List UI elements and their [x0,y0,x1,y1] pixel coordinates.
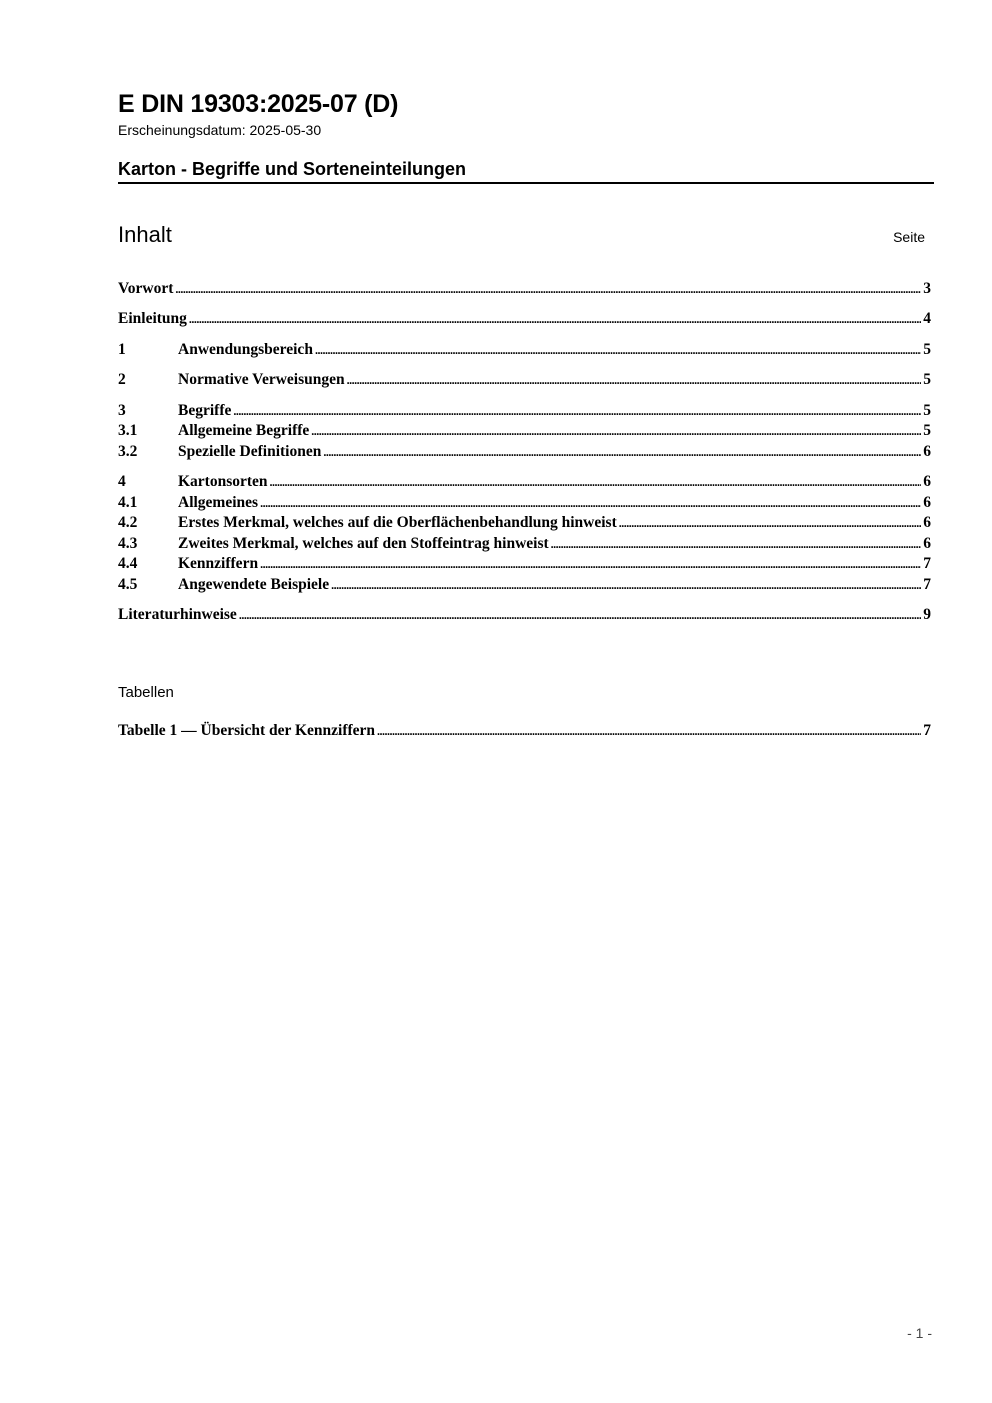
toc-leader-dots [260,496,921,511]
toc-entry-text: Kennziffern [178,555,259,572]
toc-entry-page: 6 [923,443,931,460]
toc-leader-dots [311,424,921,439]
toc-entry-3-2[interactable] [118,443,931,463]
toc-entry-number: 3.1 [118,422,138,439]
toc-entry-text: Vorwort [118,280,174,297]
toc-entry-number: 4.5 [118,576,138,593]
toc-entry-text: Kartonsorten [178,473,268,490]
toc-entry-number: 4.1 [118,494,138,511]
toc-entry-text: Begriffe [178,402,232,419]
toc-leader-dots [189,312,921,327]
toc-entry-literaturhinweise[interactable] [118,606,931,626]
tables-heading: Tabellen [118,684,174,701]
toc-entry-number: 2 [118,371,126,388]
toc-entry-4-1[interactable] [118,494,931,514]
toc-leader-dots [315,343,921,358]
toc-entry-number: 4.2 [118,514,138,531]
publication-date: Erscheinungsdatum: 2025-05-30 [118,122,322,138]
toc-entry-page: 5 [923,422,931,439]
toc-entry-text: Angewendete Beispiele [178,576,330,593]
toc-entry-text: Allgemeine Begriffe [178,422,310,439]
toc-heading: Inhalt [118,222,172,247]
toc-entry-number: 4 [118,473,126,490]
toc-entry-text: Normative Verweisungen [178,371,345,388]
document-title: Karton - Begriffe und Sorteneinteilungen [118,159,467,179]
toc-leader-dots [347,373,922,388]
toc-leader-dots [260,557,921,572]
toc-entry-page: 3 [923,280,931,297]
toc-entry-text: Spezielle Definitionen [178,443,322,460]
toc-entry-text: Einleitung [118,310,187,327]
toc-entry-2[interactable] [118,371,931,391]
toc-leader-dots [551,537,922,552]
toc-entry-page: 7 [923,576,931,593]
table-entry-text: Tabelle 1 — Übersicht der Kennziffern [118,722,376,739]
toc-leader-dots [323,445,921,460]
toc-entry-page: 6 [923,473,931,490]
toc-entry-vorwort[interactable] [118,280,931,300]
toc-entry-number: 3 [118,402,126,419]
toc-entry-text: Literaturhinweise [118,606,237,623]
toc-entry-4-3[interactable] [118,535,931,555]
toc-entry-number: 4.3 [118,535,138,552]
toc-entry-page: 7 [923,555,931,572]
toc-page-column-label: Seite [893,229,925,245]
toc-entry-page: 6 [923,535,931,552]
toc-entry-3[interactable] [118,402,931,422]
toc-entry-page: 6 [923,514,931,531]
document-id: E DIN 19303:2025-07 (D) [118,90,399,118]
toc-entry-page: 5 [923,371,931,388]
toc-entry-einleitung[interactable] [118,310,931,330]
toc-entry-4[interactable] [118,473,931,493]
toc-entry-page: 9 [923,606,931,623]
toc-entry-4-2[interactable] [118,514,931,534]
toc-entry-page: 5 [923,341,931,358]
toc-leader-dots [239,608,921,623]
table-entry-1[interactable] [118,722,931,742]
toc-entry-text: Zweites Merkmal, welches auf den Stoffeintrag hinweist [178,535,549,552]
toc-entry-page: 6 [923,494,931,511]
toc-leader-dots [377,724,921,739]
toc-leader-dots [619,516,922,531]
toc-leader-dots [331,578,921,593]
toc-entry-1[interactable] [118,341,931,361]
toc-entry-4-4[interactable] [118,555,931,575]
toc-entry-text: Erstes Merkmal, welches auf die Oberflächenbehandlung hinweist [178,514,617,531]
toc-entry-number: 3.2 [118,443,138,460]
toc-entry-text: Anwendungsbereich [178,341,313,358]
toc-leader-dots [233,404,921,419]
title-rule [118,182,934,184]
table-entry-page: 7 [923,722,931,739]
toc-entry-number: 4.4 [118,555,138,572]
toc-entry-4-5[interactable] [118,576,931,596]
toc-leader-dots [270,475,922,490]
page-number: - 1 - [907,1325,932,1341]
toc-entry-page: 5 [923,402,931,419]
toc-entry-3-1[interactable] [118,422,931,442]
toc-entry-page: 4 [923,310,931,327]
toc-leader-dots [175,282,921,297]
toc-entry-number: 1 [118,341,126,358]
toc-entry-text: Allgemeines [178,494,259,511]
